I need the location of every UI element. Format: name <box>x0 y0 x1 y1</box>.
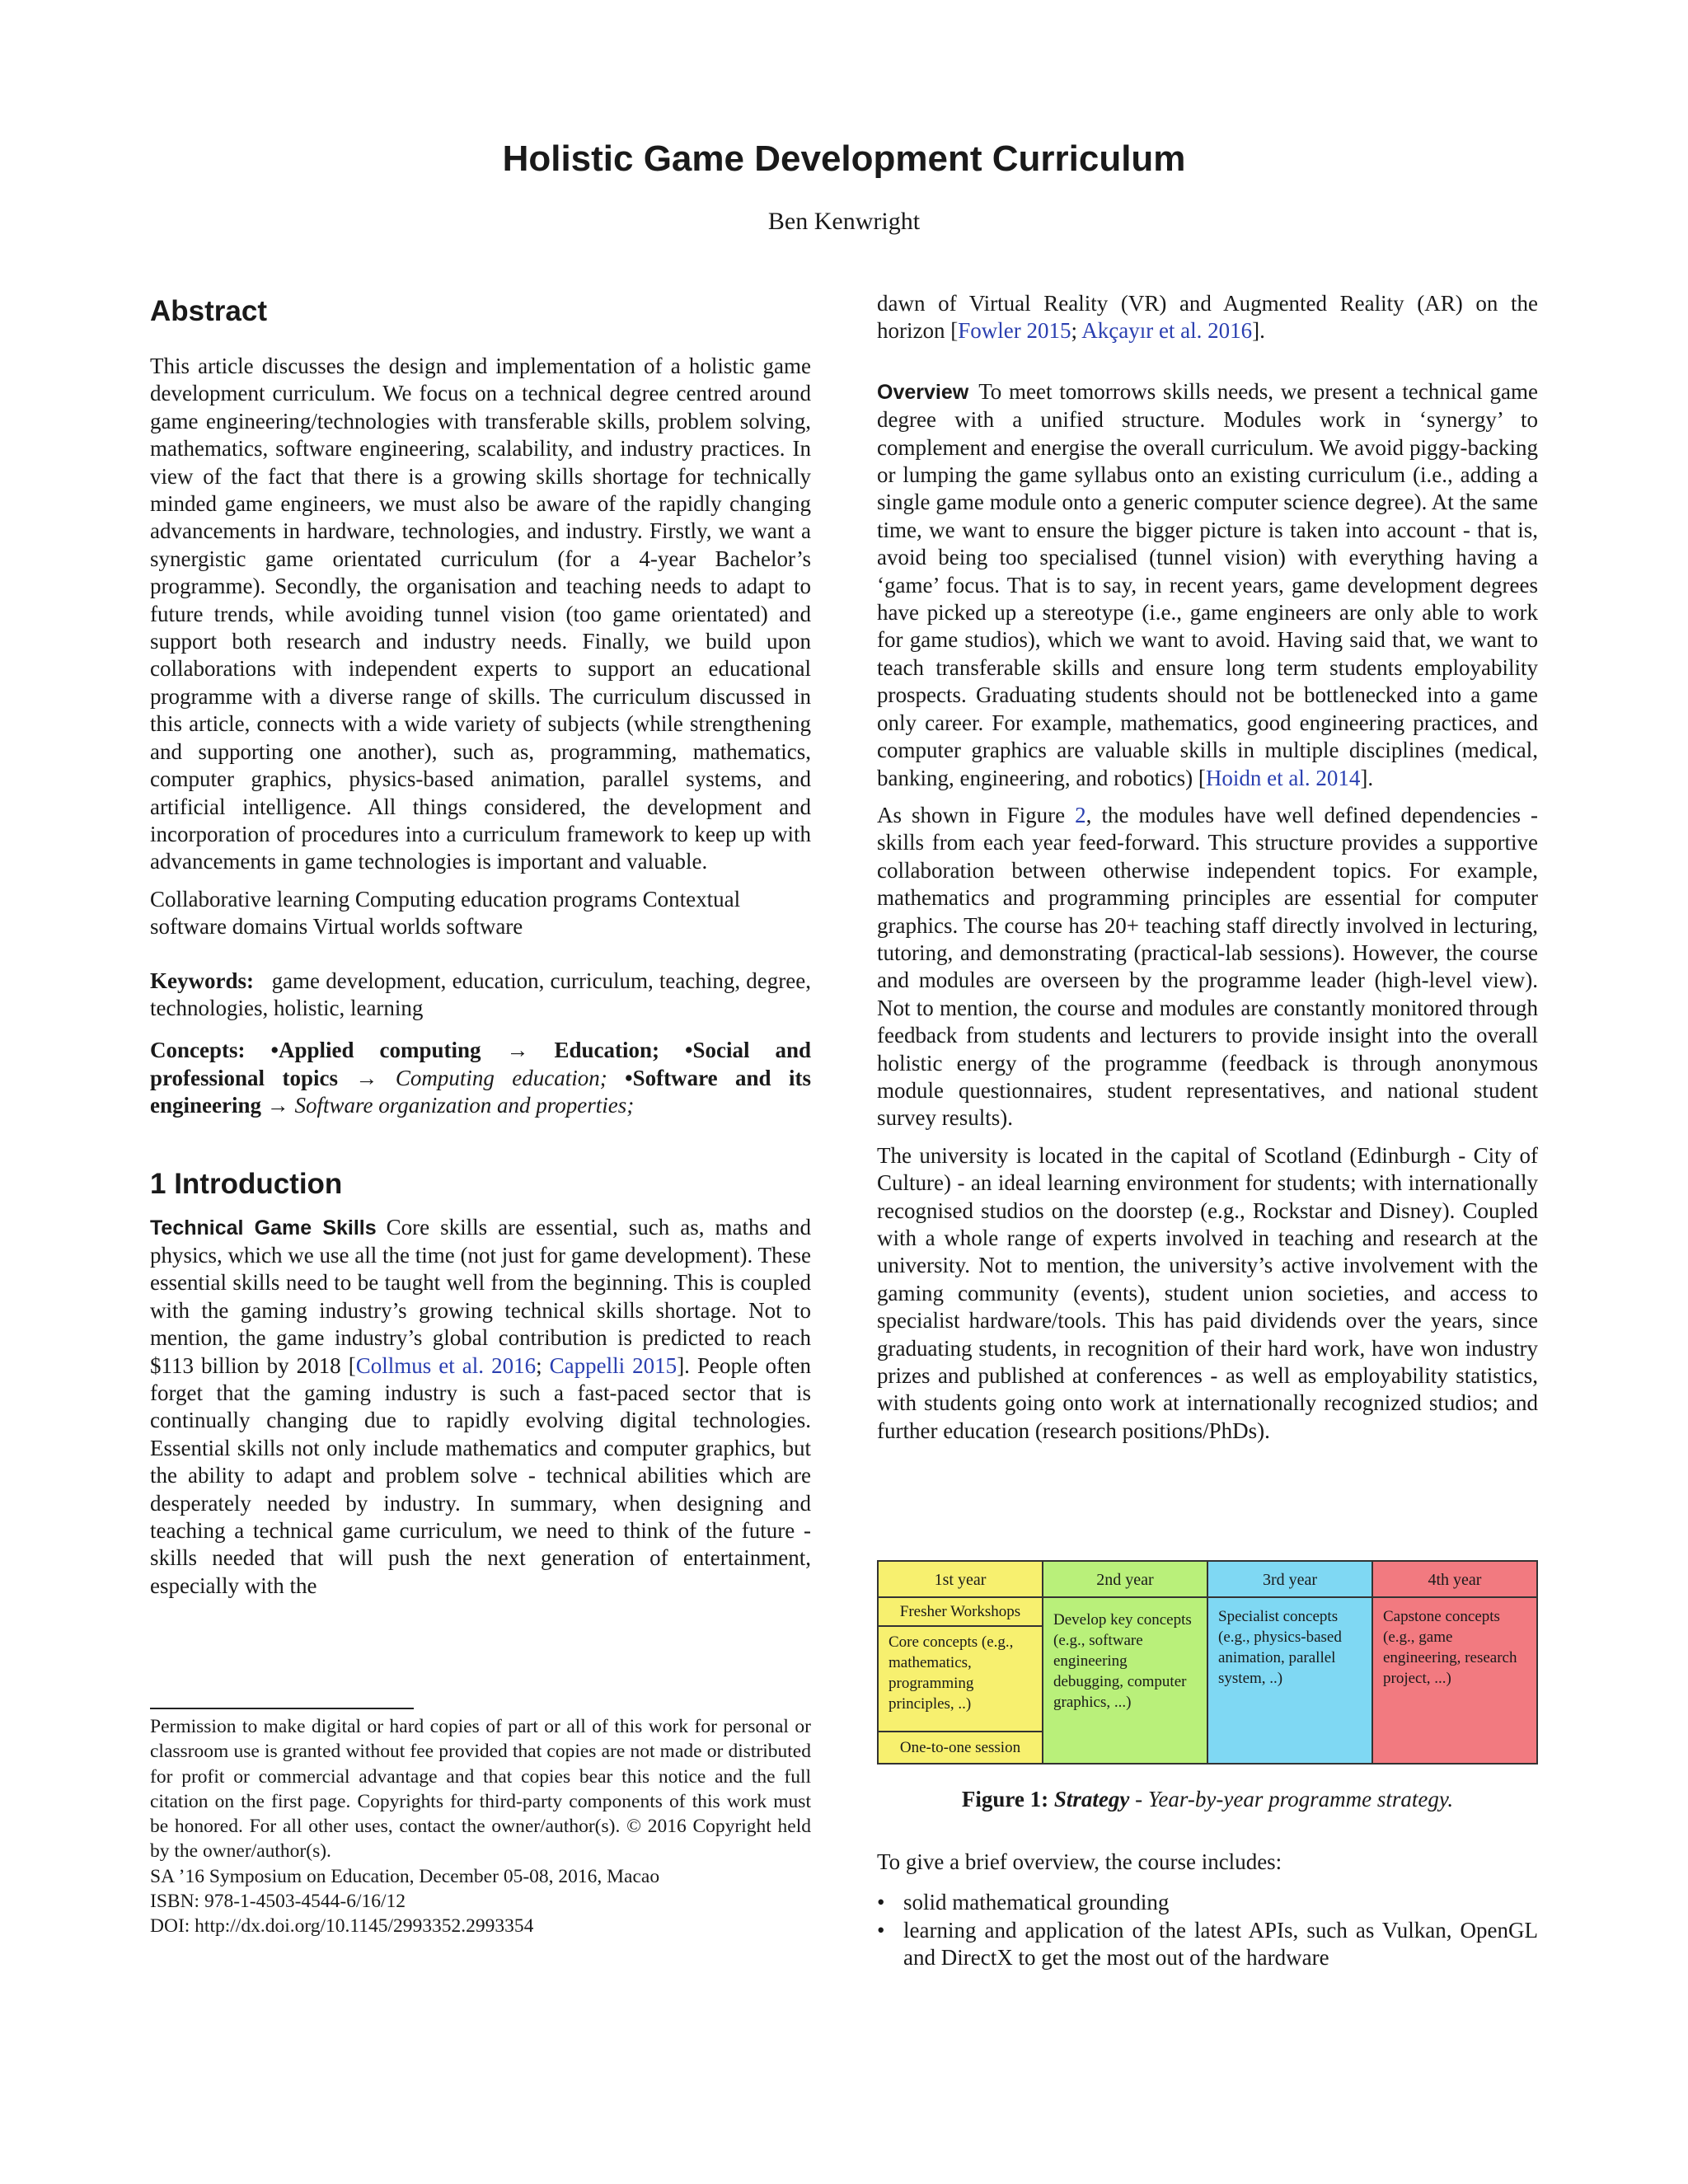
arrow-1: → <box>506 1038 529 1063</box>
first-year-label: 1st year <box>879 1562 1042 1598</box>
overview-text-b: ]. <box>1360 765 1374 790</box>
abstract-text: This article discusses the design and implementation of a holistic game development curriculum. We focus on a technical degree centred around game engineering/technologies with transferable skills, problem solving, mathematics, software engineering, scalability, and industry practices. In view of the fact that there is a growing skills shortage for technically minded game engineers, we must also be aware of the rapidly changing advancements in hardware, technologies, and industry. Firstly, we want a synergistic game orientated curriculum (for a 4-year Bachelor’s programme). Secondly, the organisation and teaching needs to adapt to future trends, while avoiding tunnel vision (too game orientated) and support both research and industry needs. Finally, we build upon collaborations with independent experts to support an educational programme with a diverse range of skills. The curriculum discussed in this article, connects with a wide variety of subjects (while strengthening and supporting one another), such as, programming, mathematics, computer graphics, physics-based animation, parallel systems, and artificial intelligence. All things considered, the development and incorporation of procedures into a curriculum framework to keep up with advancements in game technologies is important and valuable. <box>150 354 811 874</box>
bullet-text: solid mathematical grounding <box>903 1890 1170 1915</box>
third-year-column <box>1207 1560 1373 1765</box>
overview-paragraph <box>877 378 1538 792</box>
intro-text-a: Core skills are essential, such as, maths and physics, which we use all the time (not just for game development). These essential skills need to be taught well from the beginning. This is coupled with the gaming industry’s growing technical skills shortage. Not to mention, the game industry’s global contribution is predicted to reach $113 billion by 2018 [ <box>150 1214 811 1378</box>
course-list <box>877 1889 1538 1971</box>
technical-game-skills-head: Technical Game Skills <box>150 1216 377 1240</box>
citation-fowler[interactable]: Fowler 2015 <box>958 318 1071 344</box>
concepts-label: Concepts: <box>150 1038 246 1063</box>
footnote-doi: DOI: http://dx.doi.org/10.1145/2993352.2993354 <box>150 1915 534 1938</box>
caption-label: Figure 1: <box>961 1787 1049 1811</box>
concept-education: Education; •Social and professional topics <box>150 1038 812 1090</box>
develop-key-concepts: Develop key concepts (e.g., software engineering debugging, computer graphics, ...) <box>1053 1611 1192 1711</box>
continuation-b: ]. <box>1252 318 1265 344</box>
figure-2-link[interactable]: 2 <box>1075 802 1086 827</box>
intro-text-b: ]. People often forget that the gaming industry is such a fast-paced sector that is continually changing due to rapidly evolving digital technologies. Essential skills not only include mathematics and computer graphics, but the ability to adapt and problem solve - technical abilities which are desperately needed by industry. In summary, when designing and teaching a technical game curriculum, we need to think of the future - skills needed that will push the next generation of entertainment, especially with the <box>150 1352 811 1598</box>
modules-paragraph <box>877 802 1538 1132</box>
course-overview <box>877 1849 1538 1972</box>
ccs-terms: Collaborative learning Computing education programs Contextual software domains Virtual worlds software <box>150 886 741 940</box>
concept-software-organization: Software organization and properties; <box>294 1093 635 1118</box>
university-paragraph: The university is located in the capital of Scotland (Edinburgh - City of Culture) - an ideal learning environment for students; with internationally recognised studios on the doorstep (e.g., Rockstar and Disney). Coupled with a whole range of experts involved in teaching and research at the university. Not to mention, the university’s active involvement with the gaming community (events), student union societies, and access to specialist hardware/tools. This has paid dividends over the years, since graduating students, in recognition of their hard work, have won industry prizes and published at conferences - as well as employability statistics, with students going onto work at internationally recognized studios; and further education (research positions/PhDs). <box>877 1142 1538 1443</box>
bullet-icon: • <box>877 1890 885 1915</box>
right-column <box>877 290 1538 1445</box>
list-item <box>877 1889 1538 1916</box>
fourth-year-label: 4th year <box>1373 1562 1536 1598</box>
arrow-3: → <box>266 1093 289 1118</box>
keywords-label: Keywords: <box>150 968 254 993</box>
modules-text-a: As shown in Figure <box>877 802 1076 827</box>
paper-title: Holistic Game Development Curriculum <box>502 138 1186 179</box>
citation-cappelli[interactable]: Cappelli 2015 <box>549 1352 678 1378</box>
overview-head: Overview <box>877 380 969 404</box>
modules-text-b: , the modules have well defined dependencies - skills from each year feed-forward. This structure provides a supportive collaboration between otherwise independent topics. For example, mathematics and programming principles are essential for computer graphics. The course has 20+ teaching staff directly involved in lecturing, tutoring, and demonstrating (practical-lab sessions). However, the course and modules are overseen by the programme leader (high-level view). Not to mention, the course and modules are constantly monitored through feedback from students and lecturers to provide insight into the overall holistic energy of the programme (feedback is through anonymous module questionnaires, student representatives, and national student survey results). <box>877 802 1539 1131</box>
one-to-one-session: One-to-one session <box>879 1731 1042 1763</box>
keywords-text: game development, education, curriculum, teaching, degree, technologies, holistic, learning <box>150 968 812 1020</box>
author-name: Ben Kenwright <box>767 208 921 235</box>
introduction-heading: 1 Introduction <box>150 1167 343 1200</box>
core-concepts: Core concepts (e.g., mathematics, programming principles, ..) <box>889 1633 1014 1713</box>
citation-sep: ; <box>536 1352 550 1378</box>
citation-collmus[interactable]: Collmus et al. 2016 <box>355 1352 537 1378</box>
citation-hoidn[interactable]: Hoidn et al. 2014 <box>1205 765 1361 790</box>
caption-strategy: Strategy <box>1053 1787 1130 1811</box>
footnote-venue: SA ’16 Symposium on Education, December 05-08, 2016, Macao <box>150 1865 660 1887</box>
caption-text: - Year-by-year programme strategy. <box>1135 1787 1454 1811</box>
footnote-permission: Permission to make digital or hard copies of part or all of this work for personal or classroom use is granted without fee provided that copies are not made or distributed for profit or commercial advantage and that copies bear this notice and the full citation on the first page. Copyrights for third-party components of this work must be honored. For all other uses, contact the owner/author(s). © 2016 Copyright held by the owner/author(s). <box>150 1716 811 1863</box>
footnote-isbn: ISBN: 978-1-4503-4544-6/16/12 <box>150 1891 406 1913</box>
left-column <box>150 290 811 1600</box>
second-year-label: 2nd year <box>1043 1562 1207 1598</box>
arrow-2: → <box>355 1065 378 1090</box>
fresher-workshops: Fresher Workshops <box>879 1598 1042 1627</box>
intro-continuation <box>877 290 1538 345</box>
third-year-label: 3rd year <box>1208 1562 1372 1598</box>
specialist-concepts: Specialist concepts (e.g., physics-based animation, parallel system, ..) <box>1218 1608 1342 1687</box>
bullet-icon: • <box>877 1917 885 1943</box>
overview-text-a: To meet tomorrows skills needs, we present a technical game degree with a unified structure. Modules work in ‘synergy’ to complement and energise the overall curriculum. We avoid piggy-backing or lumping the game syllabus onto an existing curriculum (i.e., adding a single game module onto a generic computer science degree). At the same time, we want to ensure the bigger picture is taken into account - that is, avoid being too specialised (tunnel vision) with everything having a ‘game’ focus. That is to say, in recent years, game development degrees have picked up a stereotype (i.e., game engineers are only able to work for game studios), which we want to avoid. Having said that, we want to teach transferable skills and ensure long term students employability prospects. Graduating students should not be bottlenecked into a game only career. For example, mathematics, good engineering practices, and computer graphics are valuable skills in multiple disciplines (medical, banking, engineering, and robotics) [ <box>877 378 1538 790</box>
citation-akcayir[interactable]: Akçayır et al. 2016 <box>1081 318 1253 344</box>
keywords <box>150 968 811 1023</box>
footnote-rule <box>150 1708 414 1709</box>
strategy-figure <box>877 1560 1538 1765</box>
concept-computing-education: Computing education; <box>395 1065 607 1090</box>
first-year-column <box>877 1560 1043 1765</box>
bullet-text: learning and application of the latest APIs, such as Vulkan, OpenGL and DirectX to get the most out of the hardware <box>903 1917 1538 1971</box>
concept-applied-computing: •Applied computing <box>270 1038 481 1063</box>
capstone-concepts: Capstone concepts (e.g., game engineering, research project, ...) <box>1383 1608 1517 1687</box>
fourth-year-column <box>1372 1560 1538 1765</box>
abstract-heading: Abstract <box>150 295 267 327</box>
citation-sep-2: ; <box>1071 318 1082 344</box>
course-intro: To give a brief overview, the course includes: <box>877 1849 1282 1874</box>
continuation-a: dawn of Virtual Reality (VR) and Augmented Reality (AR) on the horizon [ <box>877 291 1538 344</box>
concepts <box>150 1037 811 1119</box>
second-year-column <box>1042 1560 1208 1765</box>
introduction-text <box>150 1214 811 1601</box>
figure-1-caption <box>877 1787 1538 1812</box>
list-item <box>877 1917 1538 1972</box>
copyright-footnote <box>150 1708 811 1939</box>
concept-software: •Software and its engineering <box>150 1065 811 1118</box>
